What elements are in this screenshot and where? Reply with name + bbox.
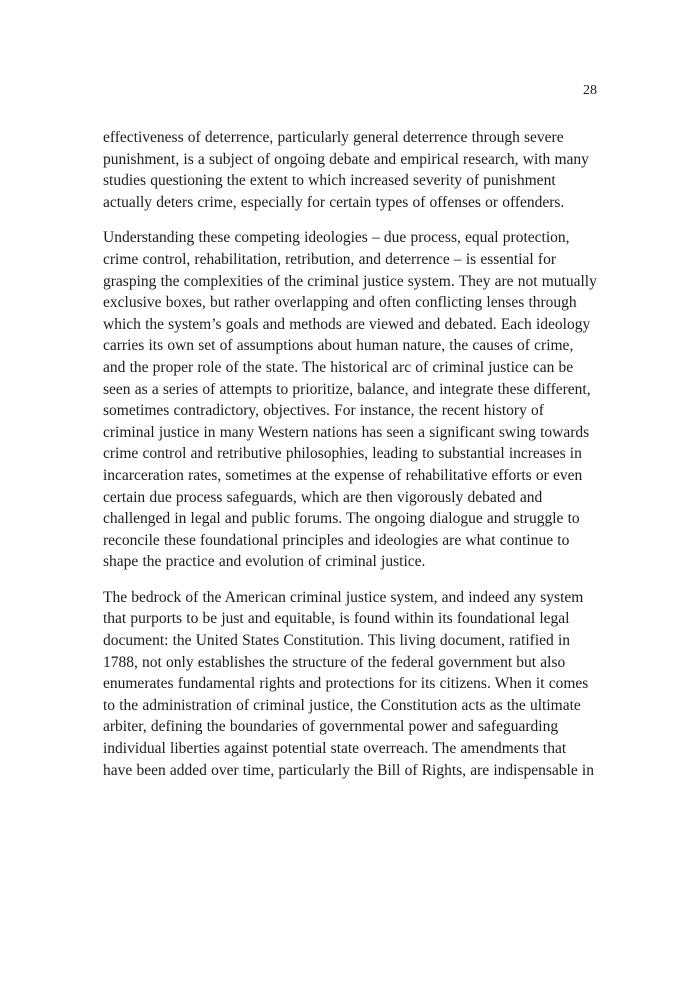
paragraph-deterrence: effectiveness of deterrence, particularly general deterrence through severe punishment, is a subject of ongoing debate and empirical research, with many studies questioning the extent to which increased severity of punishment actually deters crime, especially for certain types of offenses or offenders. — [103, 129, 589, 211]
page-number: 28 — [583, 83, 597, 98]
page-content — [103, 127, 597, 781]
paragraph-constitution-bedrock: The bedrock of the American criminal justice system, and indeed any system that purports to be just and equitable, is found within its foundational legal document: the United States Constitution. This living document, ratified in 1788, not only establishes the structure of the federal government but also enumerates fundamental rights and protections for its citizens. When it comes to the administration of criminal justice, the Constitution acts as the ultimate arbiter, defining the boundaries of governmental power and safeguarding individual liberties against potential state overreach. The amendments that have been added over time, particularly the Bill of Rights, are indispensable in — [103, 588, 594, 779]
paragraph-competing-ideologies: Understanding these competing ideologies – due process, equal protection, crime control, rehabilitation, retribution, and deterrence – is essential for grasping the complexities of the criminal justice system. They are not mutually exclusive boxes, but rather overlapping and often conflicting lenses through which the system’s goals and methods are viewed and debated. Each ideology carries its own set of assumptions about human nature, the causes of crime, and the proper role of the state. The historical arc of criminal justice can be seen as a series of attempts to prioritize, balance, and integrate these different, sometimes contradictory, objectives. For instance, the recent history of criminal justice in many Western nations has seen a significant swing towards crime control and retributive philosophies, leading to substantial increases in incarceration rates, sometimes at the expense of rehabilitative efforts or even certain due process safeguards, which are then vigorously debated and challenged in legal and public forums. The ongoing dialogue and struggle to reconcile these foundational principles and ideologies are what continue to shape the practice and evolution of criminal justice. — [103, 229, 597, 571]
